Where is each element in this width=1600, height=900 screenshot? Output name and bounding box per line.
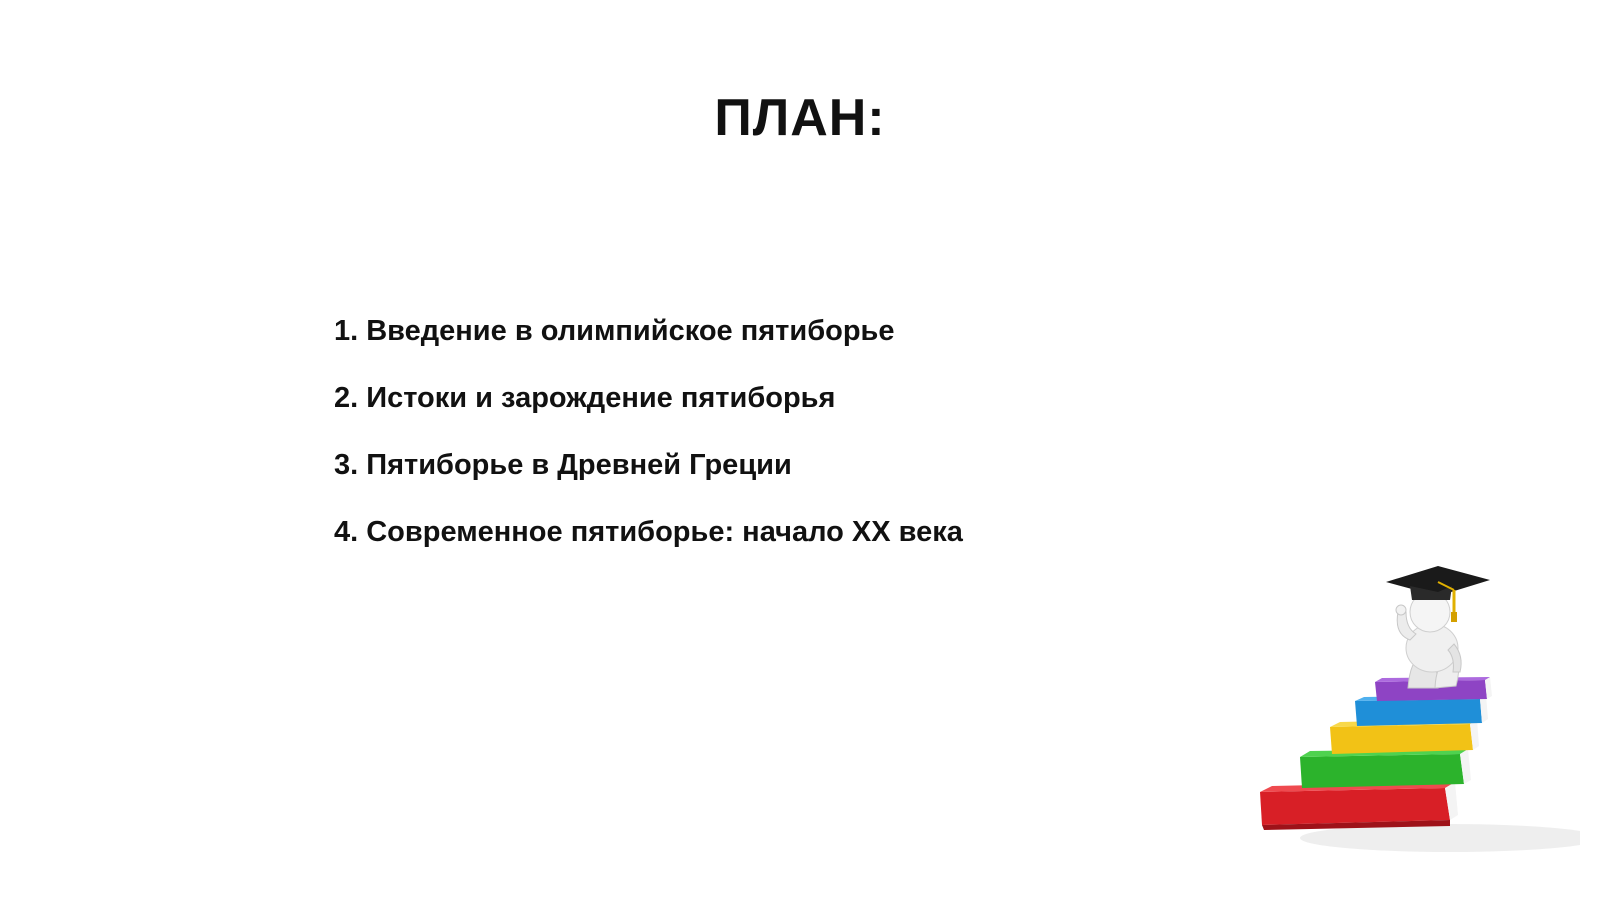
plan-list [334,314,963,582]
plan-item-4: 4. Современное пятиборье: начало XX века [334,516,963,548]
mortarboard-cap [1386,566,1490,596]
book-green [1300,749,1471,788]
slide-title: ПЛАН: [714,89,886,147]
tassel [1451,612,1457,622]
graduate-on-books-icon [1260,560,1580,860]
graduate-figure [1386,566,1490,688]
book-red [1260,782,1458,830]
plan-item-3: 3. Пятиборье в Древней Греции [334,449,792,481]
plan-item-1: 1. Введение в олимпийское пятиборье [334,315,895,347]
plan-item-2: 2. Истоки и зарождение пятиборья [334,382,836,414]
